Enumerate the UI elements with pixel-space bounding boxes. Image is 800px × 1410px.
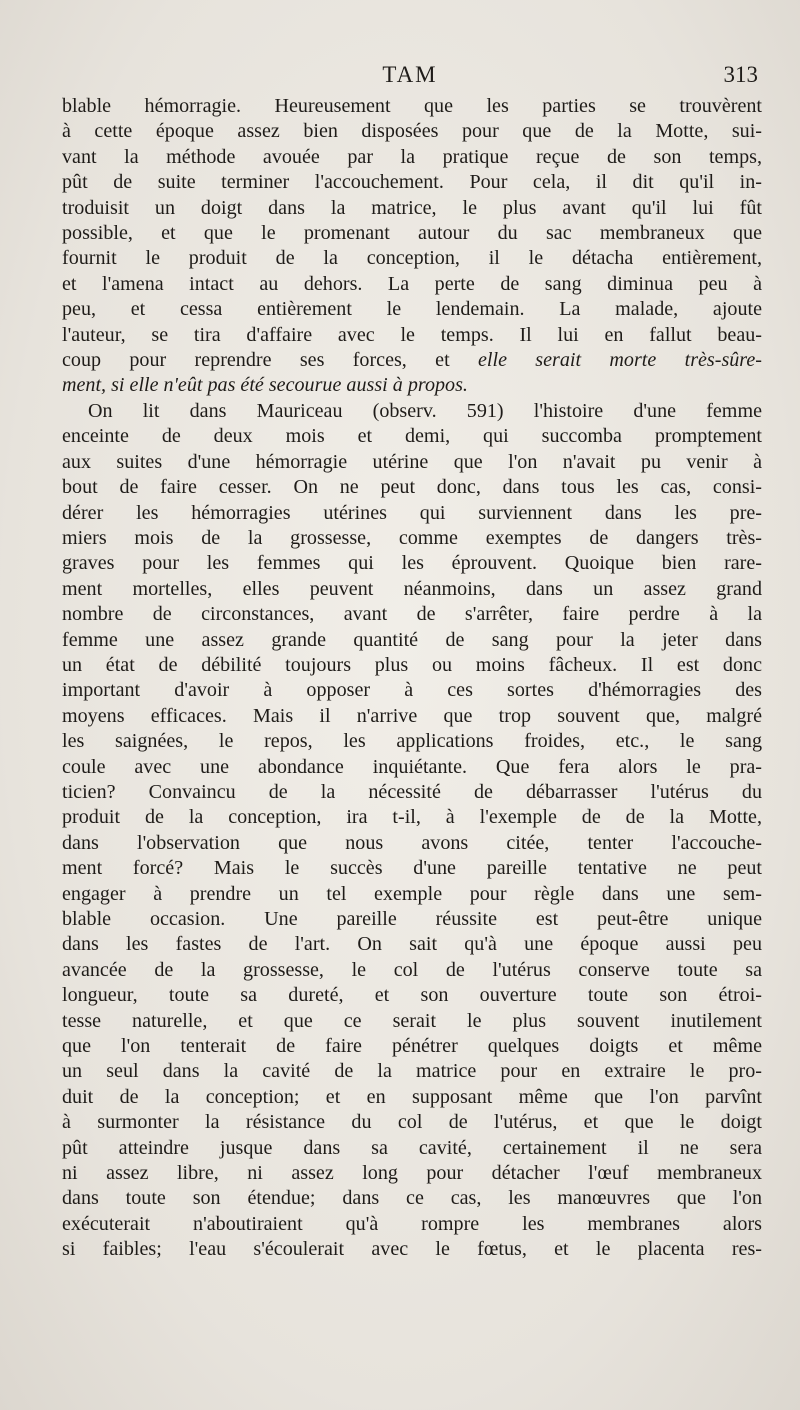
text-line: longueur, toute sa dureté, et son ouverture toute son étroi- [62, 984, 762, 1007]
text-line: pût de suite terminer l'accouchement. Pour cela, il dit qu'il in- [62, 171, 762, 194]
text-line: si faibles; l'eau s'écoulerait avec le fœtus, et le placenta res- [62, 1238, 762, 1261]
text-line: un état de débilité toujours plus ou moins fâcheux. Il est donc [62, 653, 762, 676]
page-header [60, 62, 760, 92]
text-line: avancée de la grossesse, le col de l'utérus conserve toute sa [62, 958, 762, 981]
text-line: nombre de circonstances, avant de s'arrêter, faire perdre à la [62, 603, 762, 626]
text-line: tesse naturelle, et que ce serait le plus souvent inutilement [62, 1009, 762, 1032]
text-line: ment forcé? Mais le succès d'une pareille tentative ne peut [62, 857, 762, 880]
text-line: troduisit un doigt dans la matrice, le plus avant qu'il lui fût [62, 196, 762, 219]
text-line: dans l'observation que nous avons citée, tenter l'accouche- [62, 831, 762, 854]
text-line: blable occasion. Une pareille réussite est peut-être unique [62, 908, 762, 930]
text-line: duit de la conception; et en supposant même que l'on parvînt [62, 1085, 762, 1108]
text-line: que l'on tenterait de faire pénétrer quelques doigts et même [62, 1035, 762, 1058]
text-line: coule avec une abondance inquiétante. Que fera alors le pra- [62, 755, 762, 778]
text-line: bout de faire cesser. On ne peut donc, dans tous les cas, consi- [62, 476, 762, 499]
text-line: à surmonter la résistance du col de l'utérus, et que le doigt [62, 1111, 762, 1134]
text-line: les saignées, le repos, les applications froides, etc., le sang [62, 730, 762, 753]
text-line: graves pour les femmes qui les éprouvent. Quoique bien rare- [62, 552, 762, 575]
text-line: important d'avoir à opposer à ces sortes d'hémorragies des [62, 679, 762, 702]
text-line: vant la méthode avouée par la pratique reçue de son temps, [62, 145, 762, 168]
italic-text: ment, si elle n'eût pas été secourue aussi à propos. [62, 374, 468, 397]
text-line: et l'amena intact au dehors. La perte de sang diminua peu à [62, 272, 762, 295]
text-line: fournit le produit de la conception, il le détacha entièrement, [62, 247, 762, 270]
text-line: possible, et que le promenant autour du sac membraneux que [62, 222, 762, 245]
text-line-roman: coup pour reprendre ses forces, et [62, 349, 478, 372]
text-line: blable hémorragie. Heureusement que les parties se trouvèrent [62, 95, 762, 117]
text-line: engager à prendre un tel exemple pour règle dans une sem- [62, 882, 762, 905]
text-line: ni assez libre, ni assez long pour détacher l'œuf membraneux [62, 1162, 762, 1185]
text-line: femme une assez grande quantité de sang pour la jeter dans [62, 628, 762, 651]
text-line: exécuterait n'aboutiraient qu'à rompre les membranes alors [62, 1212, 762, 1235]
text-line-italic [62, 373, 762, 398]
text-line: moyens efficaces. Mais il n'arrive que trop souvent que, malgré [62, 704, 762, 727]
text-line: On lit dans Mauriceau (observ. 591) l'histoire d'une femme [88, 399, 762, 422]
text-line: à cette époque assez bien disposées pour que de la Motte, sui- [62, 120, 762, 143]
text-line: produit de la conception, ira t-il, à l'exemple de de la Motte, [62, 806, 762, 829]
text-line: pût atteindre jusque dans sa cavité, certainement il ne sera [62, 1136, 762, 1159]
text-line: dérer les hémorragies utérines qui surviennent dans les pre- [62, 501, 762, 524]
text-line: un seul dans la cavité de la matrice pour en extraire le pro- [62, 1060, 762, 1083]
text-line: l'auteur, se tira d'affaire avec le temps. Il lui en fallut beau- [62, 323, 762, 346]
running-head: TAM [382, 62, 438, 87]
page-number: 313 [723, 62, 758, 87]
text-line: enceinte de deux mois et demi, qui succomba promptement [62, 425, 762, 448]
text-line: aux suites d'une hémorragie utérine que l'on n'avait pu venir à [62, 450, 762, 473]
text-line: ticien? Convaincu de la nécessité de débarrasser l'utérus du [62, 780, 762, 803]
body-text [62, 94, 762, 1263]
text-line: dans toute son étendue; dans ce cas, les manœuvres que l'on [62, 1187, 762, 1210]
text-line: dans les fastes de l'art. On sait qu'à une époque aussi peu [62, 933, 762, 956]
text-line: peu, et cessa entièrement le lendemain. La malade, ajoute [62, 298, 762, 321]
text-line: miers mois de la grossesse, comme exemptes de dangers très- [62, 526, 762, 549]
italic-text: elle serait morte très-sûre- [477, 349, 762, 372]
text-line-mixed-italic [62, 348, 762, 373]
text-line: ment mortelles, elles peuvent néanmoins, dans un assez grand [62, 577, 762, 600]
